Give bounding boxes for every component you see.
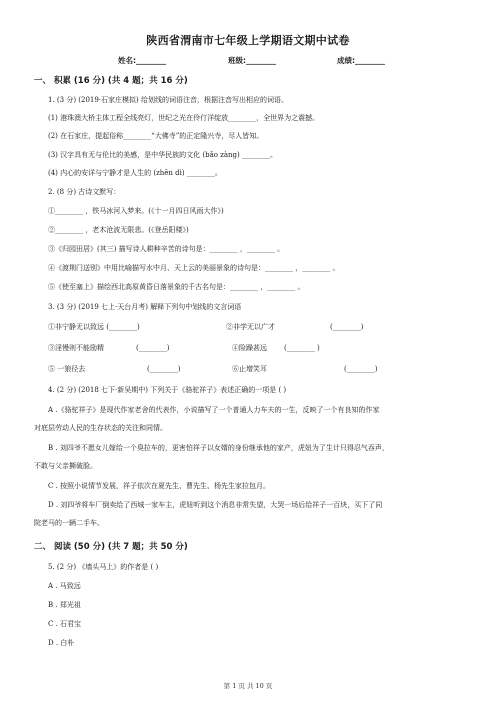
question-2-item-1: ①________ ，铁马冰河入梦来。(《十一月四日风雨大作》)	[48, 207, 224, 215]
question-1-heading: 1. (3 分) (2019·石家庄模拟) 给划线的词语注音，根据注音写出相应的词语。	[48, 96, 288, 104]
question-1-item-2: (2) 在石家庄，提起俗称________“大佛寺”的正定隆兴寺，尽人皆知。	[48, 132, 264, 140]
question-4-option-a-line-1[interactable]: A .《骆驼祥子》是现代作家老舍的代表作，小说描写了一个普通人力车夫的一生，反映了一个有良知的作家	[48, 406, 380, 414]
question-3-row-1-b: ②非学无以广才	[226, 323, 275, 331]
question-4-option-a-line-2: 对底层劳动人民的生存状态的关注和同情。	[34, 424, 167, 432]
page-number-footer: 第 1 页 共 10 页	[223, 682, 273, 690]
question-2-item-2: ②________ ，老木沧波无限悲。(《登岳阳楼》)	[48, 226, 189, 234]
question-3-row-2-d: (________ )	[284, 344, 320, 352]
question-5-heading: 5. (2 分) 《墙头马上》的作者是 ( )	[48, 563, 159, 571]
section-heading-accumulation: 一、 积累 (16 分) (共 4 题；共 16 分)	[34, 76, 188, 86]
question-2-heading: 2. (8 分) 古诗文默写：	[48, 188, 121, 196]
section-heading-reading: 二、 阅读 (50 分) (共 7 题；共 50 分)	[34, 542, 188, 552]
name-field[interactable]: 姓名:________	[118, 56, 166, 65]
question-3-row-2-c: ④险躁甚远	[232, 344, 267, 352]
question-1-item-1: (1) 港珠澳大桥主体工程全线亮灯，世纪之光在伶仃洋绽放________，全世界为之震撼。	[48, 114, 320, 122]
question-2-item-4: ④《渡荆门送别》中用比喻描写水中月、天上云的美丽景象的诗句是：________ ，________ 。	[48, 264, 340, 272]
question-5-option-a[interactable]: A . 马致远	[48, 582, 81, 590]
question-1-item-4: (4) 内心的安详与宁静才是人生的 (zhēn dì) ________。	[48, 169, 222, 177]
question-4-option-b-line-1[interactable]: B . 刘四爷不愿女儿嫁给一个臭拉车的，更害怕祥子以女婿的身份继承他的家产，虎妞为了生计只得忍气吞声，	[48, 444, 389, 452]
question-4-option-c[interactable]: C . 按照小说情节发展，祥子依次在夏先生、曹先生、杨先生家拉包月。	[48, 482, 271, 490]
student-info-row	[0, 55, 496, 69]
question-3-row-2-a: ③淫慢则不能励精	[48, 344, 104, 352]
question-3-row-1-c: (________)	[330, 323, 364, 331]
class-field[interactable]: 班级:________	[228, 56, 276, 65]
question-2-item-3: ③《归园田居》(其三) 描写诗人耕种辛苦的诗句是：________ ，________ 。	[48, 245, 285, 253]
question-1-item-3: (3) 汉字具有无与伦比的美感，是中华民族的文化 (bǎo zàng) ________。	[48, 151, 277, 159]
question-3-row-3-d: (________)	[344, 365, 378, 373]
question-5-option-d[interactable]: D . 白朴	[48, 639, 75, 647]
question-3-row-3-c: ⑥止增笑耳	[232, 365, 267, 373]
question-4-option-d-line-1[interactable]: D . 刘四爷将车厂倒卖给了西城一家车主，虎妞听到这个消息非常失望，大哭一场后给祥子一百块，买下了同	[48, 501, 383, 509]
question-4-option-b-line-2: 不敢与父亲撕破脸。	[34, 462, 97, 470]
question-3-row-3-a: ⑤ 一狼径去	[48, 365, 86, 373]
question-4-option-d-line-2: 院老马的一辆二手车。	[34, 519, 104, 527]
score-field[interactable]: 成绩:________	[337, 56, 385, 65]
question-3-heading: 3. (3 分) (2019 七上·天台月考) 解释下列句中划线的文言词语	[48, 303, 242, 311]
question-3-row-3-b: (________)	[147, 365, 181, 373]
question-3-row-2-b: (________)	[136, 344, 170, 352]
question-2-item-5: ⑤《使至塞上》描绘西北高原黄昏日落景象的千古名句是：________ ，________ 。	[48, 283, 305, 291]
question-4-heading: 4. (2 分) (2018 七下·新吴期中) 下列关于《骆驼祥子》表述正确的一项是 ( )	[48, 386, 287, 394]
question-3-row-1-a: ①非宁静无以致远 (________)	[48, 323, 140, 331]
question-5-option-b[interactable]: B . 郑光祖	[48, 601, 81, 609]
page-title: 陕西省渭南市七年级上学期语文期中试卷	[146, 34, 350, 47]
question-5-option-c[interactable]: C . 石君宝	[48, 620, 82, 628]
